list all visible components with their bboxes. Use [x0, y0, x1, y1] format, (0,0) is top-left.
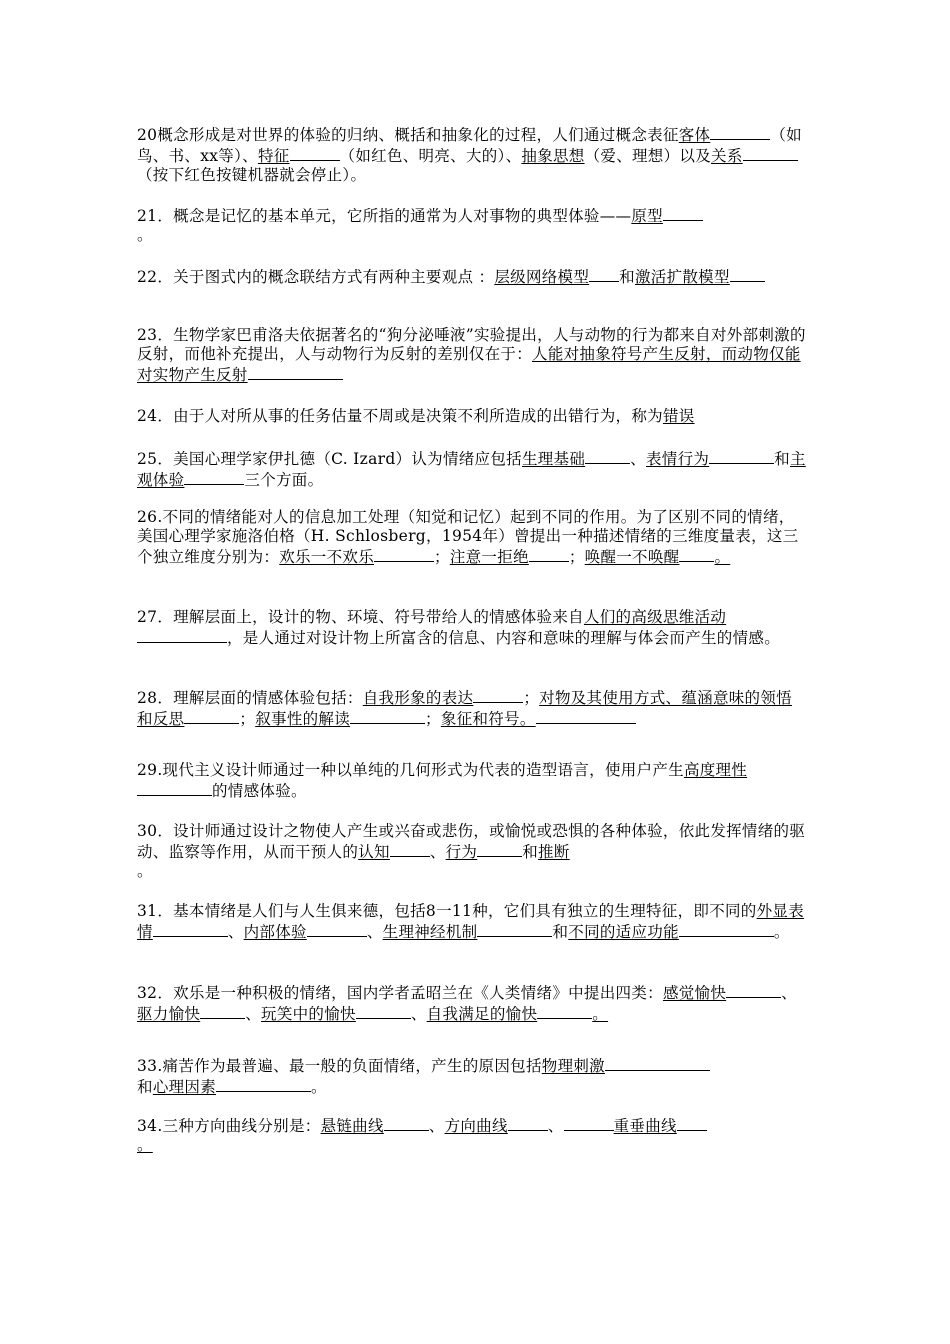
question-34: 34.三种方向曲线分别是：悬链曲线 、方向曲线 、 重垂曲线 。 [137, 1115, 807, 1155]
question-25: 25．美国心理学家伊扎德（C. Izard）认为情绪应包括生理基础 、表情行为 和主观体验 三个方面。 [137, 450, 806, 489]
question-32: 32．欢乐是一种积极的情绪，国内学者孟昭兰在《人类情绪》中提出四类：感觉愉快 、驱力愉快 、玩笑中的愉快 、自我满足的愉快 。 [137, 984, 797, 1023]
question-33: 33.痛苦作为最普遍、最一般的负面情绪，产生的原因包括物理刺激 和心理因素 。 [137, 1055, 807, 1097]
question-27: 27．理解层面上，设计的物、环境、符号带给人的情感体验来自人们的高级思维活动，是人通过对设计物上所富含的信息、内容和意味的理解与体会而产生的情感。 [137, 608, 781, 647]
question-20: 20概念形成是对世界的体验的归纳、概括和抽象化的过程，人们通过概念表征客体 （如鸟、书、xx等）、特征 （如红色、明亮、大的）、抽象思想（爱、理想）以及关系（按下红色按键机器就会停止）。 [137, 126, 802, 184]
question-28: 28．理解层面的情感体验包括：自我形象的表达 ；对物及其使用方式、蕴涵意味的领悟和反思 ；叙事性的解读 ；象征和符号。 [137, 689, 792, 728]
question-26: 26.不同的情绪能对人的信息加工处理（知觉和记忆）起到不同的作用。为了区别不同的情绪，美国心理学家施洛伯格（H. Schlosberg，1954年）曾提出一种描述情绪的三维度量表，这三个独立维度分别为：欢乐一不欢乐 ；注意一拒绝 ；唤醒一不唤醒 。 [137, 508, 799, 566]
question-30: 30．设计师通过设计之物使人产生或兴奋或悲伤，或愉悦或恐惧的各种体验，依此发挥情绪的驱动、监察等作用，从而干预人的认知 、行为 和推断 。 [137, 822, 806, 880]
question-23: 23．生物学家巴甫洛夫依据著名的“狗分泌唾液”实验提出，人与动物的行为都来自对外部刺激的反射，而他补充提出，人与动物行为反射的差别仅在于：人能对抽象符号产生反射，而动物仅能对实物产生反射 [137, 326, 806, 384]
question-24: 24．由于人对所从事的任务估量不周或是决策不利所造成的出错行为，称为错误 [137, 407, 695, 425]
question-31: 31．基本情绪是人们与人生俱来德，包括8一11种，它们具有独立的生理特征，即不同的外显表情 、内部体验 、生理神经机制 和不同的适应功能 。 [137, 902, 805, 941]
question-21: 21．概念是记忆的基本单元，它所指的通常为人对事物的典型体验——原型 。 [137, 205, 807, 245]
question-22: 22．关于图式内的概念联结方式有两种主要观点 ：层级网络模型 和激活扩散模型 [137, 266, 807, 287]
question-29: 29.现代主义设计师通过一种以单纯的几何形式为代表的造型语言，使用户产生高度理性的情感体验。 [137, 761, 748, 800]
